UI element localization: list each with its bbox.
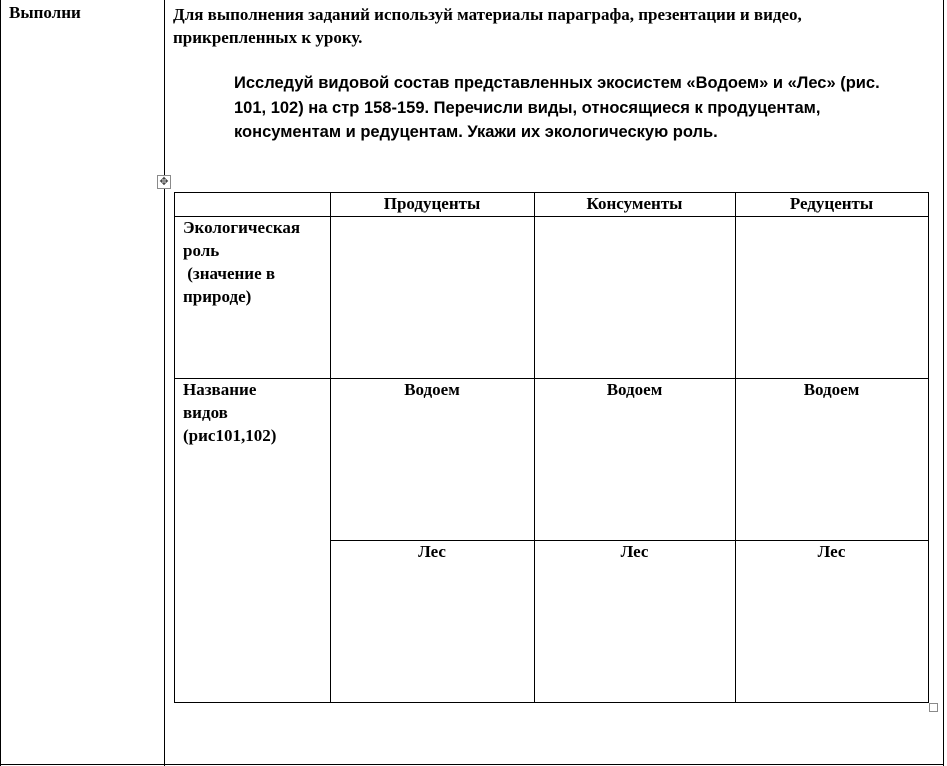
intro-text: [173, 3, 933, 49]
intro-line: Для выполнения заданий используй материалы параграфа, презентации и видео,: [173, 5, 802, 24]
outer-table-bottom-border: [0, 764, 944, 765]
row-label-line: Название: [183, 380, 257, 399]
table-border-right: [928, 192, 929, 703]
forest-producers-cell[interactable]: Лес: [418, 542, 446, 561]
role-consumers-cell[interactable]: [535, 217, 735, 378]
task-line: консументам и редуцентам. Укажи их экологическую роль.: [234, 123, 718, 141]
table-border-left: [174, 192, 175, 703]
pond-decomposers-cell[interactable]: Водоем: [803, 380, 860, 399]
header-producers: Продуценты: [383, 194, 481, 213]
outer-table-right-border: [943, 0, 944, 766]
role-producers-cell[interactable]: [331, 217, 534, 378]
row-label-line: видов: [183, 403, 228, 422]
row-label-species-names: [183, 378, 328, 447]
task-label: Выполни: [9, 3, 81, 22]
row-label-line: природе): [183, 287, 252, 306]
row-label-line: роль: [183, 241, 220, 260]
task-text: [234, 71, 924, 145]
ecosystem-table: [174, 192, 929, 703]
row-label-line: (рис101,102): [183, 426, 277, 445]
role-decomposers-cell[interactable]: [736, 217, 928, 378]
header-decomposers: Редуценты: [789, 194, 874, 213]
outer-table-left-border: [0, 0, 1, 766]
intro-line: прикрепленных к уроку.: [173, 28, 363, 47]
task-line: 101, 102) на стр 158-159. Перечисли виды, относящиеся к продуцентам,: [234, 98, 821, 117]
table-border-bottom: [174, 702, 929, 703]
row-label-ecological-role: [183, 216, 328, 308]
header-consumers: Консументы: [586, 194, 683, 213]
table-move-handle-icon[interactable]: ✥: [157, 175, 171, 189]
row-label-line: (значение в: [183, 264, 276, 283]
pond-consumers-cell[interactable]: Водоем: [606, 380, 663, 399]
outer-table-column-divider: [164, 0, 165, 766]
forest-consumers-cell[interactable]: Лес: [620, 542, 649, 561]
row-label-line: Экологическая: [183, 218, 301, 237]
task-line: Исследуй видовой состав представленных экосистем «Водоем» и «Лес» (рис.: [234, 74, 880, 92]
forest-decomposers-cell[interactable]: Лес: [817, 542, 846, 561]
pond-producers-cell[interactable]: Водоем: [404, 380, 460, 399]
table-resize-handle[interactable]: [929, 703, 938, 712]
